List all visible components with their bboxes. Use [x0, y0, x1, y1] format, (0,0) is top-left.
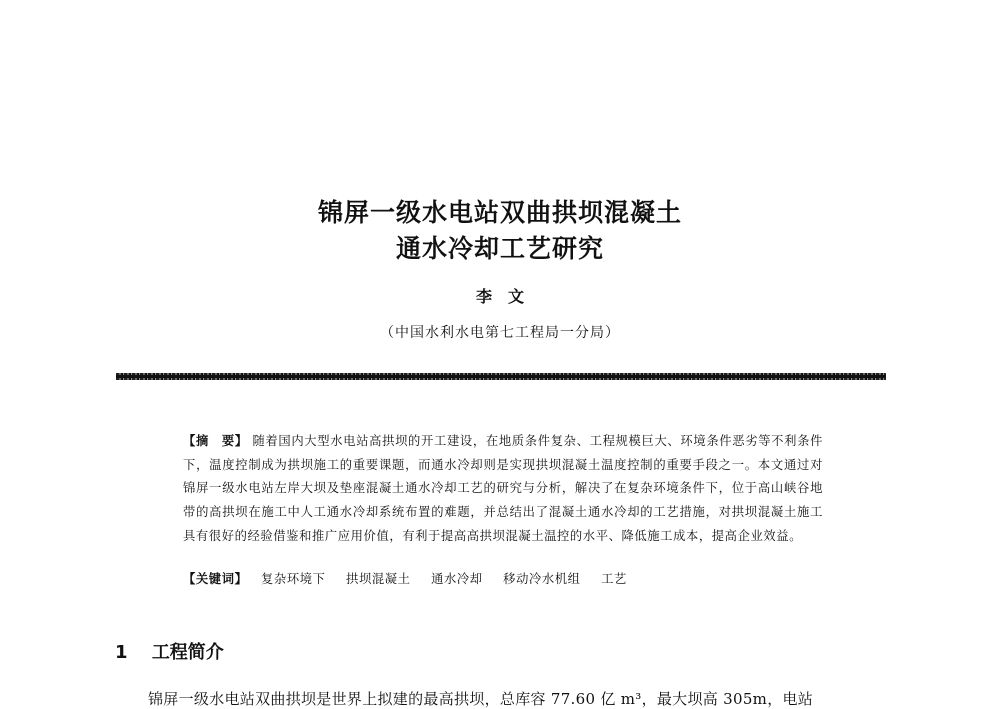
keywords-block	[183, 569, 823, 587]
section-title: 工程简介	[151, 642, 224, 663]
header-divider-rule	[116, 373, 886, 380]
keyword-item: 拱坝混凝土	[346, 572, 411, 586]
abstract-block	[183, 429, 823, 549]
keywords-label: 【关键词】	[183, 571, 248, 586]
section-number: 1	[115, 642, 128, 663]
paper-title-line-1: 锦屏一级水电站双曲拱坝混凝土	[317, 198, 682, 227]
keyword-item: 通水冷却	[431, 572, 483, 586]
abstract-label: 【摘 要】	[183, 433, 248, 448]
keyword-item: 移动冷水机组	[503, 572, 581, 586]
author-affiliation: （中国水利水电第七工程局一分局）	[380, 325, 620, 341]
author-name: 李 文	[475, 287, 524, 306]
keyword-item: 工艺	[601, 572, 627, 586]
keyword-item: 复杂环境下	[261, 572, 326, 586]
section-heading	[115, 638, 224, 664]
body-paragraph: 锦屏一级水电站双曲拱坝是世界上拟建的最高拱坝，总库容 77.60 亿 m³，最大坝高 305m，电站	[148, 690, 814, 708]
paper-title-line-2: 通水冷却工艺研究	[395, 234, 604, 263]
abstract-text: 随着国内大型水电站高拱坝的开工建设，在地质条件复杂、工程规模巨大、环境条件恶劣等不利条件下，温度控制成为拱坝施工的重要课题，而通水冷却则是实现拱坝混凝土温度控制的重要手段之一。本文通过对锦屏一级水电站左岸大坝及垫座混凝土通水冷却工艺的研究与分析，解决了在复杂环境条件下，位于高山峡谷地带的高拱坝在施工中人工通水冷却系统布置的难题，并总结出了混凝土通水冷却的工艺措施，对拱坝混凝土施工具有很好的经验借鉴和推广应用价值，有利于提高高拱坝混凝土温控的水平、降低施工成本，提高企业效益。	[183, 434, 823, 543]
